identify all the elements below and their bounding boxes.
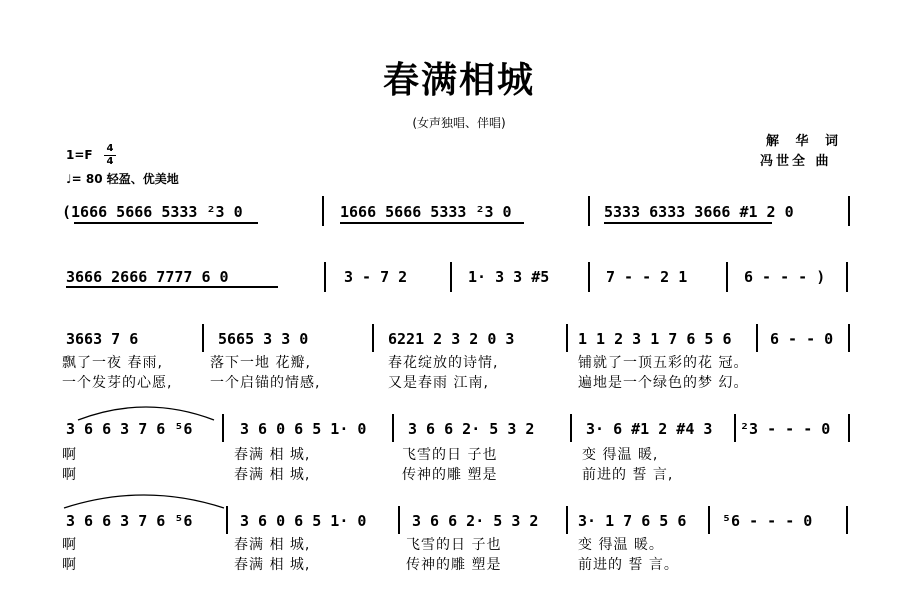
row4-measure4: 3· 6 #1 2 #4 3	[586, 420, 713, 438]
time-signature-bottom: 4	[106, 156, 114, 167]
row5-lyric1-a: 啊	[62, 537, 77, 553]
row3-lyric2-c: 又是春雨 江南,	[388, 375, 489, 391]
row3-lyric1-a: 飘了一夜 春雨,	[62, 355, 163, 371]
row5-lyric2-a: 啊	[62, 557, 77, 573]
time-signature	[104, 144, 116, 167]
beam-line	[340, 222, 524, 224]
row4-measure2: 3 6 0 6 5 1· 0	[240, 420, 367, 438]
barline	[848, 414, 850, 442]
tempo-marking: ♩= 80 轻盈、优美地	[66, 172, 179, 186]
row1-measure2: 1666 5666 5333 ²3 0	[340, 203, 512, 221]
row5-lyric1-c: 飞雪的日 子也	[406, 537, 502, 553]
row5-measure2: 3 6 0 6 5 1· 0	[240, 512, 367, 530]
barline	[202, 324, 204, 352]
time-signature-top: 4	[106, 143, 114, 154]
key-signature: 1=F	[66, 148, 93, 162]
row4-measure5: ²3 - - - 0	[740, 420, 831, 438]
barline	[708, 506, 710, 534]
row5-lyric2-b: 春满 相 城,	[234, 557, 311, 573]
row4-lyric1-d: 变 得温 暖,	[582, 447, 659, 463]
row3-lyric2-b: 一个启锚的情感,	[210, 375, 321, 391]
barline	[846, 506, 848, 534]
beam-line	[66, 286, 278, 288]
row5-measure1: 3 6 6 3 7 6 ⁵6	[66, 512, 193, 530]
performance-note: (女声独唱、伴唱)	[412, 116, 506, 130]
barline	[450, 262, 452, 292]
row2-measure2: 3 - 7 2	[344, 268, 408, 286]
row3-lyric1-c: 春花绽放的诗情,	[388, 355, 499, 371]
row5-measure4: 3· 1 7 6 5 6	[578, 512, 687, 530]
beam-line	[604, 222, 772, 224]
row2-measure5: 6 - - - )	[744, 268, 826, 286]
row5-measure3: 3 6 6 2· 5 3 2	[412, 512, 539, 530]
slur-arc	[76, 400, 216, 424]
row4-lyric1-b: 春满 相 城,	[234, 447, 311, 463]
row5-measure5: ⁵6 - - - 0	[722, 512, 813, 530]
barline	[570, 414, 572, 442]
beam-line	[74, 222, 258, 224]
row3-lyric2-a: 一个发芽的心愿,	[62, 375, 173, 391]
barline	[398, 506, 400, 534]
row2-measure1: 3666 2666 7777 6 0	[66, 268, 229, 286]
row4-lyric1-a: 啊	[62, 447, 77, 463]
barline	[848, 196, 850, 226]
slur-arc	[62, 488, 226, 512]
row4-measure1: 3 6 6 3 7 6 ⁵6	[66, 420, 193, 438]
row3-measure3: 6221 2 3 2 0 3	[388, 330, 515, 348]
barline	[588, 196, 590, 226]
row5-lyric1-d: 变 得温 暖。	[578, 537, 664, 553]
row4-measure3: 3 6 6 2· 5 3 2	[408, 420, 535, 438]
row1-measure3: 5333 6333 3666 #1 2 0	[604, 203, 794, 221]
row4-lyric2-b: 春满 相 城,	[234, 467, 311, 483]
composer-credit: 冯世全 曲	[760, 154, 832, 169]
barline	[222, 414, 224, 442]
row5-lyric2-c: 传神的雕 塑是	[406, 557, 502, 573]
row4-lyric1-c: 飞雪的日 子也	[402, 447, 498, 463]
row3-measure5: 6 - - 0	[770, 330, 834, 348]
barline	[566, 506, 568, 534]
row3-lyric1-d: 铺就了一顶五彩的花 冠。	[578, 355, 749, 371]
row1-measure1: (1666 5666 5333 ²3 0	[62, 203, 243, 221]
barline	[566, 324, 568, 352]
row2-measure3: 1· 3 3 #5	[468, 268, 550, 286]
barline	[324, 262, 326, 292]
barline	[372, 324, 374, 352]
row5-lyric2-d: 前进的 誓 言。	[578, 557, 679, 573]
row3-measure4: 1 1 2 3 1 7 6 5 6	[578, 330, 732, 348]
row3-measure1: 3663 7 6	[66, 330, 139, 348]
barline	[848, 324, 850, 352]
barline	[226, 506, 228, 534]
barline	[734, 414, 736, 442]
row5-lyric1-b: 春满 相 城,	[234, 537, 311, 553]
barline	[588, 262, 590, 292]
barline	[756, 324, 758, 352]
row2-measure4: 7 - - 2 1	[606, 268, 688, 286]
row4-lyric2-c: 传神的雕 塑是	[402, 467, 498, 483]
barline	[846, 262, 848, 292]
row4-lyric2-d: 前进的 誓 言,	[582, 467, 674, 483]
song-title: 春满相城	[382, 60, 535, 101]
lyricist-credit: 解 华 词	[766, 134, 845, 149]
row4-lyric2-a: 啊	[62, 467, 77, 483]
row3-measure2: 5665 3 3 0	[218, 330, 309, 348]
barline	[392, 414, 394, 442]
row3-lyric1-b: 落下一地 花瓣,	[210, 355, 311, 371]
barline	[726, 262, 728, 292]
barline	[322, 196, 324, 226]
row3-lyric2-d: 遍地是一个绿色的梦 幻。	[578, 375, 749, 391]
